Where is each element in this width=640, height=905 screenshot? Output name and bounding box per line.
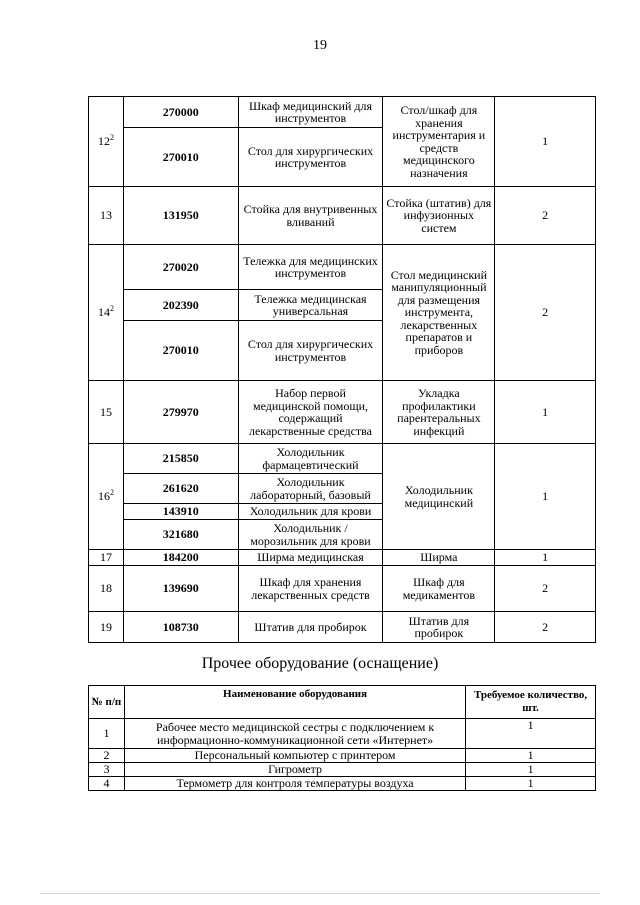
item-quantity: 1 — [495, 444, 596, 550]
item-name: Стойка для внутривенных вливаний — [238, 187, 383, 245]
item-quantity: 2 — [495, 612, 596, 643]
page-number: 19 — [313, 38, 327, 53]
item-quantity: 1 — [495, 97, 596, 187]
table-row — [89, 550, 596, 566]
item-code: 270020 — [123, 245, 238, 290]
item-name: Холодильник фармацевтический — [238, 444, 383, 474]
table-row — [89, 97, 596, 128]
item-name: Термометр для контроля температуры воздуха — [124, 777, 465, 791]
item-name: Холодильник /морозильник для крови — [238, 520, 383, 550]
page-edge-line — [40, 893, 600, 894]
item-quantity: 2 — [495, 245, 596, 381]
item-code: 270010 — [123, 321, 238, 381]
table-row — [89, 187, 596, 245]
item-code: 143910 — [123, 504, 238, 520]
item-function: Стойка (штатив) для инфузионных систем — [383, 187, 495, 245]
item-code: 270010 — [123, 128, 238, 187]
item-name: Шкаф медицинский для инструментов — [238, 97, 383, 128]
item-name: Холодильник для крови — [238, 504, 383, 520]
item-name: Гигрометр — [124, 763, 465, 777]
item-quantity: 1 — [466, 719, 596, 749]
item-code: 270000 — [123, 97, 238, 128]
item-name: Ширма медицинская — [238, 550, 383, 566]
item-name: Стол для хирургических инструментов — [238, 128, 383, 187]
row-number: 2 — [89, 749, 125, 763]
row-number: 15 — [89, 381, 124, 444]
item-function: Шкаф для медикаментов — [383, 566, 495, 612]
item-function: Холодильник медицинский — [383, 444, 495, 550]
item-name: Рабочее место медицинской сестры с подключением к информационно-коммуникационной сети «Интернет» — [124, 719, 465, 749]
item-code: 215850 — [123, 444, 238, 474]
item-quantity: 1 — [495, 550, 596, 566]
table-row — [89, 719, 596, 749]
other-equipment-table — [88, 685, 596, 791]
item-quantity: 2 — [495, 566, 596, 612]
table-row — [89, 763, 596, 777]
header-number: № п/п — [89, 686, 125, 719]
row-number: $12^2$ — [89, 97, 124, 187]
table-row — [89, 777, 596, 791]
item-name: Шкаф для хранения лекарственных средств — [238, 566, 383, 612]
table-row — [89, 749, 596, 763]
item-function: Штатив для пробирок — [383, 612, 495, 643]
table-row — [89, 612, 596, 643]
table-row — [89, 566, 596, 612]
item-quantity: 1 — [495, 381, 596, 444]
row-number: 18 — [89, 566, 124, 612]
table-row — [89, 381, 596, 444]
item-code: 108730 — [123, 612, 238, 643]
row-number: 1 — [89, 719, 125, 749]
row-number: 4 — [89, 777, 125, 791]
section-title: Прочее оборудование (оснащение) — [201, 655, 439, 672]
row-number: 17 — [89, 550, 124, 566]
table-row — [89, 245, 596, 290]
row-number: $14^2$ — [89, 245, 124, 381]
item-name: Стол для хирургических инструментов — [238, 321, 383, 381]
row-number: 3 — [89, 763, 125, 777]
item-code: 202390 — [123, 290, 238, 321]
item-function: Ширма — [383, 550, 495, 566]
row-number: $16^2$ — [89, 444, 124, 550]
item-code: 279970 — [123, 381, 238, 444]
item-function: Стол медицинский манипуляционный для размещения инструмента, лекарственных препаратов и приборов — [383, 245, 495, 381]
item-quantity: 2 — [495, 187, 596, 245]
equipment-table — [88, 96, 596, 643]
item-name: Тележка для медицинских инструментов — [238, 245, 383, 290]
item-function: Укладка профилактики парентеральных инфекций — [383, 381, 495, 444]
item-name: Набор первой медицинской помощи, содержащий лекарственные средства — [238, 381, 383, 444]
item-code: 139690 — [123, 566, 238, 612]
header-name: Наименование оборудования — [124, 686, 465, 719]
item-name: Холодильник лабораторный, базовый — [238, 474, 383, 504]
table-header-row — [89, 686, 596, 719]
item-code: 184200 — [123, 550, 238, 566]
item-quantity: 1 — [466, 777, 596, 791]
item-name: Штатив для пробирок — [238, 612, 383, 643]
item-quantity: 1 — [466, 763, 596, 777]
header-quantity: Требуемое количество, шт. — [466, 686, 596, 719]
item-quantity: 1 — [466, 749, 596, 763]
item-code: 131950 — [123, 187, 238, 245]
row-number: 19 — [89, 612, 124, 643]
table-row — [89, 444, 596, 474]
row-number: 13 — [89, 187, 124, 245]
item-code: 261620 — [123, 474, 238, 504]
item-code: 321680 — [123, 520, 238, 550]
item-name: Тележка медицинская универсальная — [238, 290, 383, 321]
item-name: Персональный компьютер с принтером — [124, 749, 465, 763]
item-function: Стол/шкаф для хранения инструментария и средств медицинского назначения — [383, 97, 495, 187]
